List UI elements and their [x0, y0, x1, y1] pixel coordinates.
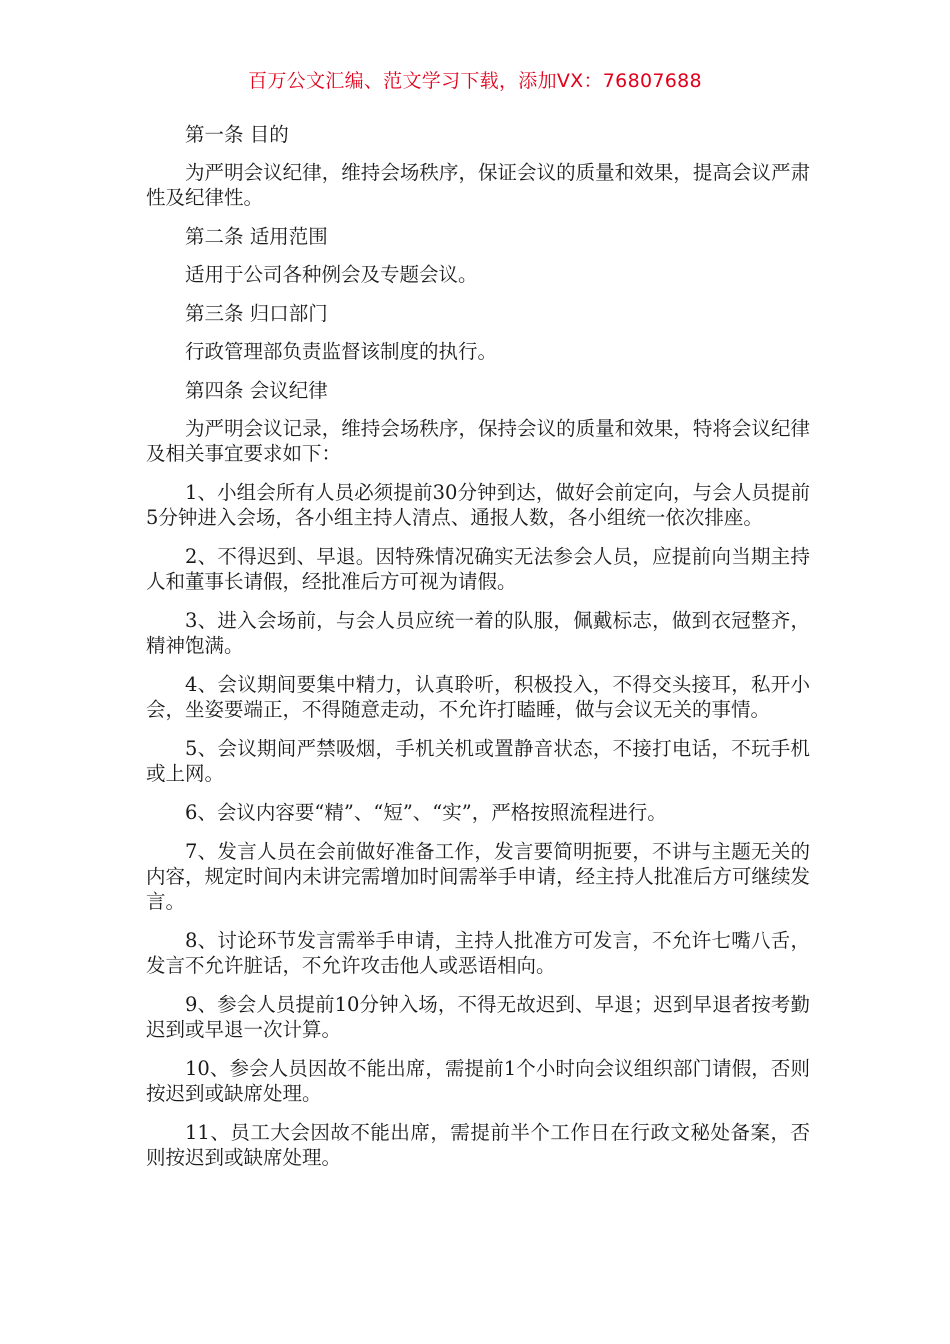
- rule-item-6: 6、会议内容要“精”、“短”、“实”，严格按照流程进行。: [185, 801, 667, 824]
- rule-item-3: 3、进入会场前，与会人员应统一着的队服，佩戴标志，做到衣冠整齐，精神饱满。: [146, 609, 810, 657]
- article-4-heading: 第四条 会议纪律: [185, 379, 328, 402]
- rule-item-4: 4、会议期间要集中精力，认真聆听，积极投入，不得交头接耳，私开小会，坐姿要端正，不得随意走动，不允许打瞌睡，做与会议无关的事情。: [146, 673, 810, 721]
- article-3-heading: 第三条 归口部门: [185, 302, 328, 325]
- rule-item-8: 8、讨论环节发言需举手申请，主持人批准方可发言，不允许七嘴八舌，发言不允许脏话，不允许攻击他人或恶语相向。: [146, 929, 810, 977]
- header-watermark-text: 百万公文汇编、范文学习下载，添加VX：76807688: [248, 70, 702, 92]
- article-2-text: 适用于公司各种例会及专题会议。: [185, 263, 478, 286]
- rule-item-2: 2、不得迟到、早退。因特殊情况确实无法参会人员，应提前向当期主持人和董事长请假，经批准后方可视为请假。: [146, 545, 810, 593]
- rule-item-9: 9、参会人员提前10分钟入场，不得无故迟到、早退；迟到早退者按考勤迟到或早退一次计算。: [146, 993, 810, 1041]
- rule-item-7: 7、发言人员在会前做好准备工作，发言要简明扼要，不讲与主题无关的内容，规定时间内未讲完需增加时间需举手申请，经主持人批准后方可继续发言。: [146, 840, 810, 913]
- article-4-intro: 为严明会议记录，维持会场秩序，保持会议的质量和效果，特将会议纪律及相关事宜要求如下：: [146, 417, 810, 465]
- rule-item-10: 10、参会人员因故不能出席，需提前1个小时向会议组织部门请假，否则按迟到或缺席处理。: [146, 1057, 810, 1105]
- article-1-text: 为严明会议纪律，维持会场秩序，保证会议的质量和效果，提高会议严肃性及纪律性。: [146, 161, 810, 209]
- article-1-heading: 第一条 目的: [185, 123, 289, 146]
- article-2-heading: 第二条 适用范围: [185, 225, 328, 248]
- rule-item-1: 1、小组会所有人员必须提前30分钟到达，做好会前定向，与会人员提前5分钟进入会场，各小组主持人清点、通报人数，各小组统一依次排座。: [146, 481, 810, 529]
- article-3-text: 行政管理部负责监督该制度的执行。: [185, 340, 498, 363]
- rule-item-5: 5、会议期间严禁吸烟，手机关机或置静音状态，不接打电话，不玩手机或上网。: [146, 737, 810, 785]
- document-body: [146, 122, 810, 1184]
- rule-item-11: 11、员工大会因故不能出席，需提前半个工作日在行政文秘处备案，否则按迟到或缺席处理。: [146, 1121, 810, 1169]
